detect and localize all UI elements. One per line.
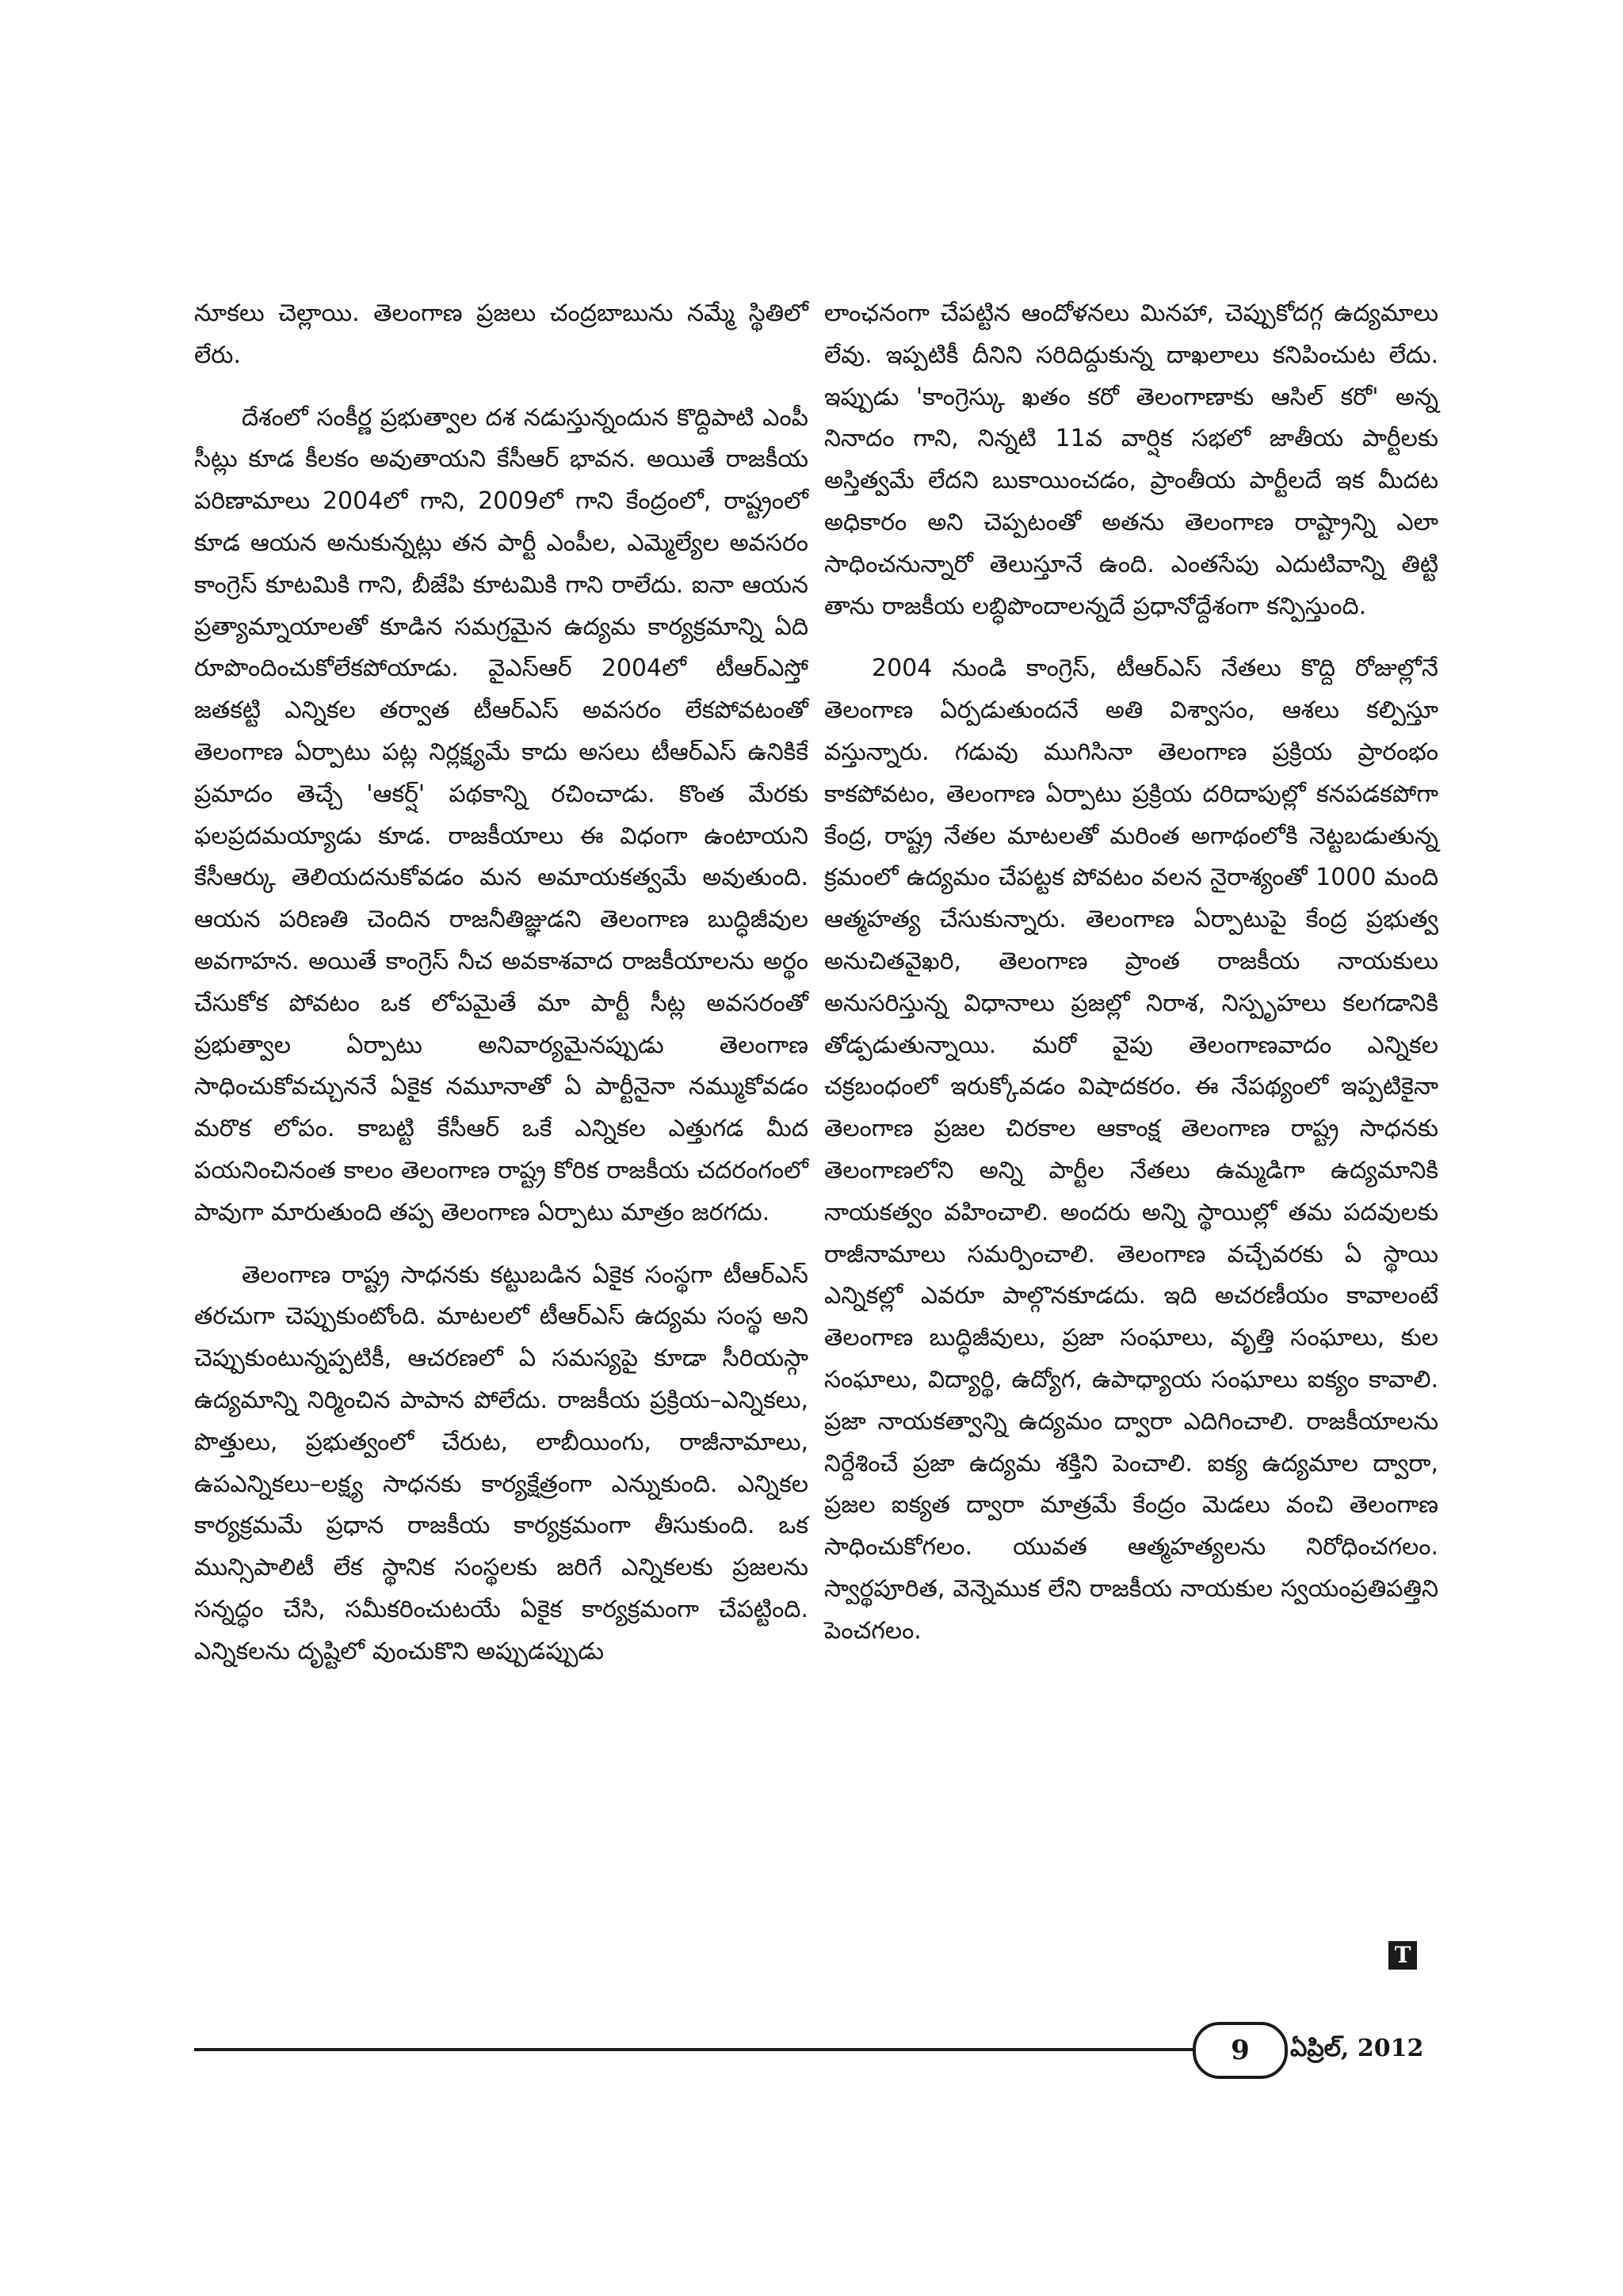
article-paragraph: 2004 నుండి కాంగ్రెస్, టీఆర్ఎస్ నేతలు కొద్ది రోజుల్లోనే తెలంగాణ ఏర్పడుతుందనే అతి విశ్వాసం, ఆశలు కల్పిస్తూ వస్తున్నారు. గడువు ముగిసినా తెలంగాణ ప్రక్రియ ప్రారంభం కాకపోవటం, తెలంగాణ ఏర్పాటు ప్రక్రియ దరిదాపుల్లో కనపడకపోగా కేంద్ర, రాష్ట్ర నేతల మాటలతో మరింత అగాథంలోకి నెట్టబడుతున్న క్రమంలో ఉద్యమం చేపట్టక పోవటం వలన నైరాశ్యంతో 1000 మంది ఆత్మహత్య చేసుకున్నారు. తెలంగాణ ఏర్పాటుపై కేంద్ర ప్రభుత్వ అనుచితవైఖరి, తెలంగాణ ప్రాంత రాజకీయ నాయకులు అనుసరిస్తున్న విధానాలు ప్రజల్లో నిరాశ, నిస్పృహలు కలగడానికి తోడ్పడుతున్నాయి. మరో వైపు తెలంగాణవాదం ఎన్నికల చక్రబంధంలో ఇరుక్కోవడం విషాదకరం. ఈ నేపథ్యంలో ఇప్పటికైనా తెలంగాణ ప్రజల చిరకాల ఆకాంక్ష తెలంగాణ రాష్ట్ర సాధనకు తెలంగాణలోని అన్ని పార్టీల నేతలు ఉమ్మడిగా ఉద్యమానికి నాయకత్వం వహించాలి. అందరు అన్ని స్థాయిల్లో తమ పదవులకు రాజీనామాలు సమర్పించాలి. తెలంగాణ వచ్చేవరకు ఏ స్థాయి ఎన్నికల్లో ఎవరూ పాల్గొనకూడదు. ఇది అచరణీయం కావాలంటే తెలంగాణ బుద్ధిజీవులు, ప్రజా సంఘాలు, వృత్తి సంఘాలు, కుల సంఘాలు, విద్యార్థి, ఉద్యోగ, ఉపాధ్యాయ సంఘాలు ఐక్యం కావాలి. ప్రజా నాయకత్వాన్ని ఉద్యమం ద్వారా ఎదిగించాలి. రాజకీయాలను నిర్దేశించే ప్రజా ఉద్యమ శక్తిని పెంచాలి. ఐక్య ఉద్యమాల ద్వారా, ప్రజల ఐక్యత ద్వారా మాత్రమే కేంద్రం మెడలు వంచి తెలంగాణ సాధించుకోగలం. యువత ఆత్మహత్యలను నిరోధించగలం. స్వార్థపూరిత, వెన్నెముక లేని రాజకీయ నాయకుల స్వయంప్రతిపత్తిని పెంచగలం. xyxy=(824,654,1438,1645)
footer-rule xyxy=(194,2048,1197,2051)
article-end-mark: T xyxy=(1388,1941,1417,1970)
left-column xyxy=(194,293,808,1673)
article-paragraph: లాంఛనంగా చేపట్టిన ఆందోళనలు మినహా, చెప్పుకోదగ్గ ఉద్యమాలు లేవు. ఇప్పటికీ దీనిని సరిదిద్దుకున్న దాఖలాలు కనిపించుట లేదు. ఇప్పుడు 'కాంగ్రెస్కు ఖతం కరో తెలంగాణాకు ఆసిల్ కరో' అన్న నినాదం గాని, నిన్నటి 11వ వార్షిక సభలో జాతీయ పార్టీలకు అస్తిత్వమే లేదని బుకాయించడం, ప్రాంతీయ పార్టీలదే ఇక మీదట అధికారం అని చెప్పటంతో అతను తెలంగాణ రాష్ట్రాన్ని ఎలా సాధించనున్నారో తెలుస్తూనే ఉంది. ఎంతసేపు ఎదుటివాన్ని తిట్టి తాను రాజకీయ లబ్ధిపొందాలన్నదే ప్రధానోద్దేశంగా కన్పిస్తుంది. xyxy=(824,299,1438,620)
article-paragraph: దేశంలో సంకీర్ణ ప్రభుత్వాల దశ నడుస్తున్నందున కొద్దిపాటి ఎంపీ సీట్లు కూడ కీలకం అవుతాయని కేసీఆర్ భావన. అయితే రాజకీయ పరిణామాలు 2004లో గాని, 2009లో గాని కేంద్రంలో, రాష్ట్రంలో కూడ ఆయన అనుకున్నట్లు తన పార్టీ ఎంపీల, ఎమ్మెల్యేల అవసరం కాంగ్రెస్ కూటమికి గాని, బీజేపి కూటమికి గాని రాలేదు. ఐనా ఆయన ప్రత్యామ్నాయాలతో కూడిన సమగ్రమైన ఉద్యమ కార్యక్రమాన్ని ఏది రూపొందించుకోలేకపోయాడు. వైఎస్ఆర్ 2004లో టీఆర్ఎస్తో జతకట్టి ఎన్నికల తర్వాత టీఆర్ఎస్ అవసరం లేకపోవటంతో తెలంగాణ ఏర్పాటు పట్ల నిర్లక్ష్యమే కాదు అసలు టీఆర్ఎస్ ఉనికికే ప్రమాదం తెచ్చే 'ఆకర్ష్' పథకాన్ని రచించాడు. కొంత మేరకు ఫలప్రదమయ్యాడు కూడ. రాజకీయాలు ఈ విధంగా ఉంటాయని కేసీఆర్కు తెలియదనుకోవడం మన అమాయకత్వమే అవుతుంది. ఆయన పరిణతి చెందిన రాజనీతిజ్ఞుడని తెలంగాణ బుద్ధిజీవుల అవగాహన. అయితే కాంగ్రెస్ నీచ అవకాశవాద రాజకీయాలను అర్థం చేసుకోక పోవటం ఒక లోపమైతే మా పార్టీ సీట్ల అవసరంతో ప్రభుత్వాల ఏర్పాటు అనివార్యమైనప్పుడు తెలంగాణ సాధించుకోవచ్చుననే ఏకైక నమూనాతో ఏ పార్టీనైనా నమ్ముకోవడం మరొక లోపం. కాబట్టి కేసీఆర్ ఒకే ఎన్నికల ఎత్తుగడ మీద పయనించినంత కాలం తెలంగాణ రాష్ట్ర కోరిక రాజకీయ చదరంగంలో పావుగా మారుతుంది తప్ప తెలంగాణ ఏర్పాటు మాత్రం జరగదు. xyxy=(194,403,808,1226)
issue-date: ఏప్రిల్, 2012 xyxy=(1290,2035,1424,2062)
page-number: 9 xyxy=(1193,2022,1288,2079)
article-paragraph: తెలంగాణ రాష్ట్ర సాధనకు కట్టుబడిన ఏకైక సంస్థగా టీఆర్ఎస్ తరచుగా చెప్పుకుంటోంది. మాటలలో టీఆర్ఎస్ ఉద్యమ సంస్థ అని చెప్పుకుంటున్నప్పటికీ, ఆచరణలో ఏ సమస్యపై కూడా సీరియస్గా ఉద్యమాన్ని నిర్మించిన పాపాన పోలేదు. రాజకీయ ప్రక్రియ–ఎన్నికలు, పొత్తులు, ప్రభుత్వంలో చేరుట, లాబీయింగు, రాజీనామాలు, ఉపఎన్నికలు–లక్ష్య సాధనకు కార్యక్షేత్రంగా ఎన్నుకుంది. ఎన్నికల కార్యక్రమమే ప్రధాన రాజకీయ కార్యక్రమంగా తీసుకుంది. ఒక మున్సిపాలిటీ లేక స్థానిక సంస్థలకు జరిగే ఎన్నికలకు ప్రజలను సన్నద్ధం చేసి, సమీకరించుటయే ఏకైక కార్యక్రమంగా చేపట్టింది. ఎన్నికలను దృష్టిలో వుంచుకొని అప్పుడప్పుడు xyxy=(194,1261,808,1665)
article-paragraph: నూకలు చెల్లాయి. తెలంగాణ ప్రజలు చంద్రబాబును నమ్మే స్థితిలో లేరు. xyxy=(194,299,808,369)
right-column xyxy=(824,293,1438,1653)
